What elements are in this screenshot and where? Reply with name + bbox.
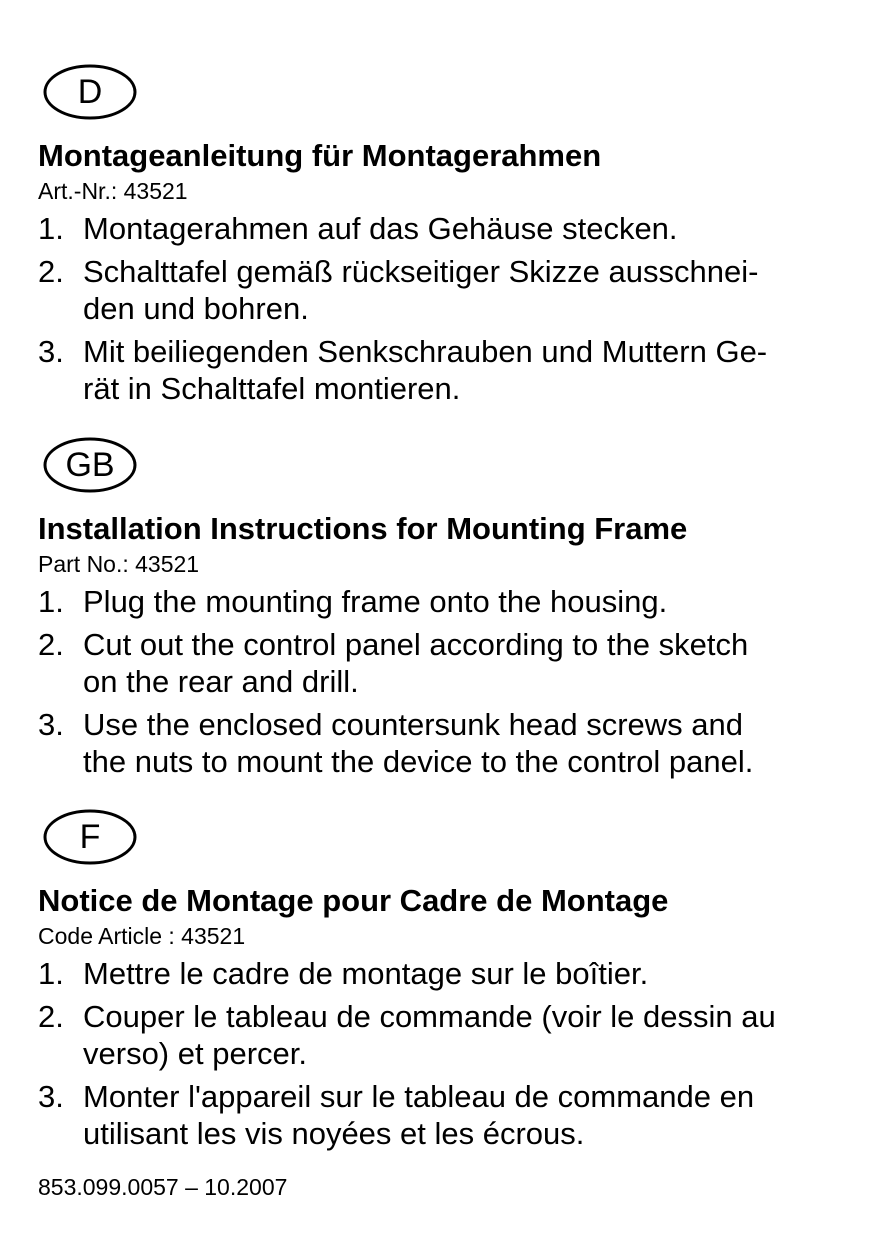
instruction-step <box>38 955 848 992</box>
instruction-step <box>38 998 848 1072</box>
instruction-step <box>38 583 848 620</box>
instruction-step <box>38 333 848 407</box>
article-number: Code Article : 43521 <box>38 923 246 949</box>
instruction-step <box>38 626 848 700</box>
step-number: 3. <box>38 1079 64 1114</box>
instruction-step <box>38 1078 848 1152</box>
section-title: Notice de Montage pour Cadre de Montage <box>38 883 669 918</box>
instruction-step <box>38 253 848 327</box>
step-text: Mit beiliegenden Senkschrauben und Muttern Ge- rät in Schalttafel montieren. <box>83 334 768 406</box>
step-text: Schalttafel gemäß rückseitiger Skizze ausschnei- den und bohren. <box>83 254 759 326</box>
step-number: 2. <box>38 999 64 1034</box>
step-text: Use the enclosed countersunk head screws and the nuts to mount the device to the control panel. <box>83 707 754 779</box>
step-number: 3. <box>38 707 64 742</box>
instruction-list <box>38 955 848 1152</box>
country-code: F <box>79 818 101 856</box>
step-text: Couper le tableau de commande (voir le dessin au verso) et percer. <box>83 999 776 1071</box>
step-number: 2. <box>38 254 64 289</box>
step-number: 1. <box>38 211 64 246</box>
country-code: GB <box>65 446 115 484</box>
section-english <box>38 435 848 786</box>
step-text: Monter l'appareil sur le tableau de commande en utilisant les vis noyées et les écrous. <box>83 1079 755 1151</box>
instruction-step <box>38 706 848 780</box>
country-code: D <box>77 73 103 111</box>
step-text: Cut out the control panel according to the sketch on the rear and drill. <box>83 627 749 699</box>
section-french <box>38 807 848 1158</box>
section-german <box>38 62 848 413</box>
step-number: 1. <box>38 956 64 991</box>
instruction-step <box>38 210 848 247</box>
country-code-badge <box>42 435 138 495</box>
instruction-list <box>38 210 848 407</box>
step-number: 1. <box>38 584 64 619</box>
article-number: Art.-Nr.: 43521 <box>38 178 188 204</box>
step-text: Mettre le cadre de montage sur le boîtier. <box>83 956 649 991</box>
step-text: Plug the mounting frame onto the housing. <box>83 584 668 619</box>
country-code-badge <box>42 62 138 122</box>
step-number: 2. <box>38 627 64 662</box>
step-number: 3. <box>38 334 64 369</box>
step-text: Montagerahmen auf das Gehäuse stecken. <box>83 211 678 246</box>
instruction-list <box>38 583 848 780</box>
section-title: Montageanleitung für Montagerahmen <box>38 138 602 173</box>
article-number: Part No.: 43521 <box>38 551 200 577</box>
section-title: Installation Instructions for Mounting Frame <box>38 511 688 546</box>
document-reference: 853.099.0057 – 10.2007 <box>38 1174 288 1200</box>
country-code-badge <box>42 807 138 867</box>
